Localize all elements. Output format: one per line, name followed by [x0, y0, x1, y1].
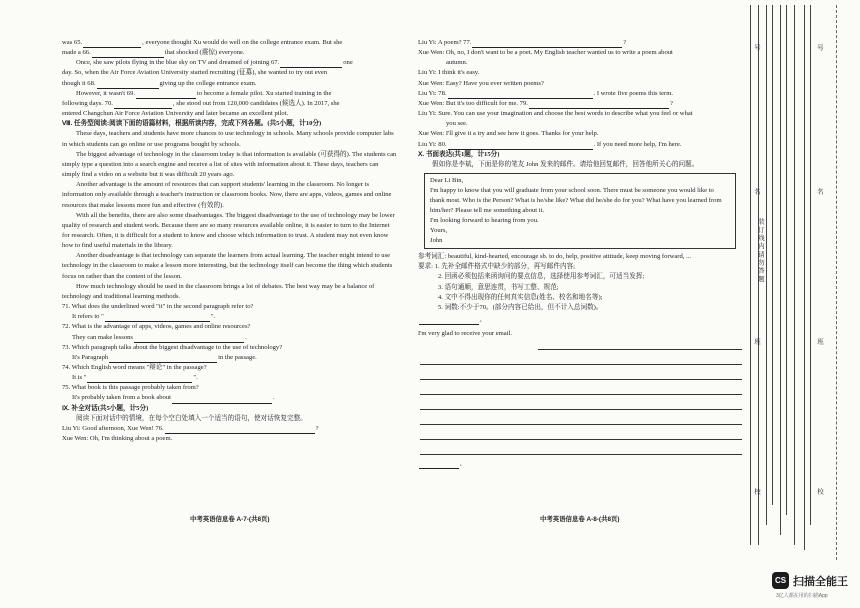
- closing-blank[interactable]: [419, 461, 459, 469]
- label-class: 班: [816, 338, 823, 345]
- binding-line: [750, 5, 751, 545]
- page-footer-left: 中考英语信息卷 A-7-(共8页): [190, 516, 270, 523]
- salutation-line: ,: [418, 315, 740, 325]
- dialogue-line: Liu Yi: Sure. You can use your imagination and choose the best words to describe what you feel or what: [418, 110, 693, 118]
- question-72: 72. What is the advantage of apps, videos, games and online resources?: [62, 323, 251, 331]
- writing-start: I'm very glad to receive your email.: [418, 330, 513, 338]
- binding-warning: 装 订 线 内 请 勿 答 题: [757, 218, 764, 282]
- page-footer-right: 中考英语信息卷 A-8-(共8页): [540, 516, 620, 523]
- closing-line: ,: [418, 459, 740, 469]
- answer-blank-74[interactable]: [87, 375, 192, 383]
- scanner-watermark: [772, 572, 848, 589]
- answer-blank-76[interactable]: [165, 426, 315, 434]
- label-kaohao: 号: [816, 44, 823, 51]
- section-heading-10: Ⅹ. 书面表达(共1题，计15分): [418, 150, 500, 158]
- section-heading-8: Ⅷ. 任务型阅读:阅读下面的语篇材料，根据所读内容，完成下列各题。(共5小题，计10分): [62, 120, 322, 128]
- writing-line[interactable]: [420, 425, 742, 440]
- dialogue-line: Xue Wen: Oh, I'm thinking about a poem.: [62, 435, 173, 443]
- answer-blank-75[interactable]: [172, 396, 272, 404]
- watermark-title: 扫描全能王: [793, 575, 848, 588]
- question-75: 75. What book is this passage probably taken from?: [62, 384, 199, 392]
- reading-paragraph-1: These days, teachers and students have more chances to use technology in schools. Many schools provide computer labs in which students can go online or use programs bought by schools.: [62, 130, 394, 148]
- binding-line: [786, 5, 787, 515]
- dialogue-line: Xue Wen: Easy? Have you ever written poems?: [418, 79, 544, 87]
- cut-line: [836, 5, 837, 560]
- reading-paragraph-2: The biggest advantage of technology in the classroom today is that information is available (可获得的). The students can simply type a question into a search engine and receive a list of sites with information about it. These days, teachers can simply find a video on a website but it was difficult 20 years ago.: [62, 150, 397, 179]
- camscanner-icon: CS: [772, 572, 789, 589]
- passage-line: was 65. , everyone thought Xu would do well on the college entrance exam. But she: [62, 38, 397, 48]
- email-greeting: Dear Li Bin,: [430, 177, 464, 185]
- dialogue-line: Liu Yi: Good afternoon, Xue Wen! 76. ?: [62, 424, 397, 434]
- reading-paragraph-4: With all the benefits, there are also some disadvantages. The biggest disadvantage to the use of technology may be lower quality of research and student work. Because there are so many resources available online, it is easier to turn to the Internet for research. Often, it is difficult for a student to know and choose which information to trust. A student may not even know how to find useful materials in the library.: [62, 211, 395, 250]
- writing-line[interactable]: [420, 350, 742, 365]
- dialogue-line: Liu Yi: A poem? 77. ?: [418, 38, 740, 48]
- binding-line: [804, 5, 805, 550]
- answer-blank-72[interactable]: [134, 335, 244, 343]
- salutation-blank[interactable]: [419, 317, 479, 325]
- vocab-list: 参考词汇: beautiful, kind-hearted, encourage sb. to do, help, positive attitude, keep moving forward, ...: [418, 253, 692, 261]
- answer-blank-73[interactable]: [109, 355, 217, 363]
- dialogue-line: Xue Wen: Oh, no, I don't want to be a poet. My English teacher wanted us to write a poem about: [418, 49, 673, 57]
- answer-blank-70[interactable]: [114, 101, 172, 109]
- answer-line-72: They can make lessons .: [62, 333, 397, 343]
- email-body: I'm looking forward to hearing from you.: [430, 217, 539, 225]
- writing-line[interactable]: [420, 380, 742, 395]
- answer-blank-69[interactable]: [136, 91, 196, 99]
- answer-blank-79[interactable]: [529, 101, 669, 109]
- binding-strip: [744, 0, 852, 560]
- dialogue-line-cont: autumn.: [446, 59, 468, 67]
- answer-blank-67[interactable]: [280, 60, 342, 68]
- question-73: 73. Which paragraph talks about the biggest disadvantage to the use of technology?: [62, 343, 283, 351]
- writing-line[interactable]: [538, 335, 742, 350]
- label-class: 班: [753, 338, 760, 345]
- answer-blank-77[interactable]: [472, 40, 622, 48]
- requirement: 5. 词数:不少于70。(部分内容已给出，但不计入总词数)。: [438, 303, 603, 311]
- email-signature: John: [430, 237, 443, 245]
- binding-line: [810, 5, 811, 525]
- requirement: 4. 文中不得出现你的任何真实信息(姓名、校名和地名等);: [438, 293, 603, 301]
- writing-line[interactable]: [420, 365, 742, 380]
- email-body: I'm happy to know that you will graduate from your school soon. There must be someone you would like to thank most. Who is the Person? What is he/she like? What did he/she do for you? What have you learned from him/her? Please tell me something about it.: [430, 187, 722, 215]
- answer-blank-78[interactable]: [448, 91, 593, 99]
- dialogue-line: Liu Yi: 78. . I wrote five poems this term.: [418, 89, 740, 99]
- dialogue-line: Xue Wen: But it's too difficult for me. 79. ?: [418, 99, 740, 109]
- question-71: 71. What does the underlined word "it" in the second paragraph refer to?: [62, 303, 254, 311]
- answer-line-74: It is " ".: [62, 373, 397, 383]
- writing-instruction: 假如你是李斌，下面是你的笔友 John 发来的邮件。请给他回复邮件，回答他所关心的问题。: [432, 160, 699, 168]
- passage-line: Once, she saw pilots flying in the blue sky on TV and dreamed of joining 67. one: [62, 58, 397, 68]
- dialogue-instruction: 阅读下面对话中的情境，在每个空白处填入一个适当的语句，使对话恢复完整。: [76, 414, 307, 422]
- requirement: 要求: 1. 先补全邮件格式中缺少的部分，再写邮件内容;: [418, 263, 575, 271]
- binding-line: [766, 5, 767, 525]
- answer-blank-65[interactable]: [83, 40, 141, 48]
- answer-line-75: It's probably taken from a book about .: [62, 393, 397, 403]
- writing-line[interactable]: [420, 410, 742, 425]
- answer-blank-66[interactable]: [92, 50, 164, 58]
- reading-paragraph-3: Another advantage is the amount of resources that can support students' learning in the classroom. No longer is information only available through a teacher's instruction or classroom books. Now, there are apps, videos, games and online resources that make lessons more fun and effective (有效的).: [62, 181, 392, 209]
- passage-line: entered Changchun Air Force Aviation University and later became an excellent pilot.: [62, 110, 289, 118]
- label-school: 校: [816, 488, 823, 495]
- section-heading-9: Ⅸ. 补全对话(共5小题，计5分): [62, 404, 149, 412]
- reading-paragraph-6: How much technology should be used in the classroom brings a lot of debates. The best way may be a balance of technology and traditional learning methods.: [62, 282, 375, 300]
- passage-line: following days. 70. , she stood out from 120,000 candidates (候选人). In 2017, she: [62, 99, 397, 109]
- passage-line: However, it wasn't 69. to become a female pilot. Xu started training in the: [62, 89, 397, 99]
- requirement: 3. 语句通顺，意思连贯，书写工整、规范;: [438, 283, 559, 291]
- label-kaohao: 号: [753, 44, 760, 51]
- writing-line[interactable]: [420, 395, 742, 410]
- label-name: 名: [816, 188, 823, 195]
- watermark-subtitle: 3亿人都在用的扫描App: [776, 593, 828, 599]
- answer-blank-71[interactable]: [105, 314, 210, 322]
- answer-blank-68[interactable]: [97, 81, 159, 89]
- passage-line: though it 68. giving up the college entrance exam.: [62, 79, 397, 89]
- dialogue-line: Liu Yi: I think it's easy.: [418, 69, 480, 77]
- binding-line: [794, 5, 795, 545]
- right-page: [418, 38, 740, 469]
- dialogue-line: Xue Wen: I'll give it a try and see how it goes. Thanks for your help.: [418, 130, 599, 138]
- answer-blank-80[interactable]: [448, 142, 593, 150]
- label-name: 名: [753, 188, 760, 195]
- question-74: 74. Which English word means "辩论" in the passage?: [62, 364, 207, 371]
- passage-line: made a 66. that shocked (震惊) everyone.: [62, 48, 397, 58]
- answer-line-71: It refers to " ".: [62, 312, 397, 322]
- email-closing: Yours,: [430, 227, 448, 235]
- writing-line[interactable]: [420, 440, 742, 455]
- passage-line: day. So, when the Air Force Aviation University started recruiting (征募), she wanted to try out even: [62, 69, 328, 77]
- left-page: [62, 38, 397, 444]
- dialogue-line: Liu Yi: 80. . If you need more help, I'm here.: [418, 140, 740, 150]
- answer-line-73: It's Paragraph in the passage.: [62, 353, 397, 363]
- email-box: [424, 173, 736, 249]
- dialogue-line-cont: you see.: [446, 120, 468, 128]
- label-school: 校: [753, 488, 760, 495]
- binding-line: [772, 5, 773, 505]
- reading-paragraph-5: Another disadvantage is that technology can separate the learners from actual learning. The teacher might intend to use technology in the classroom to make a lesson more interesting, but the technology itself can become the thing which students focus on rather than the content of the lesson.: [62, 252, 393, 280]
- binding-line: [780, 5, 781, 535]
- requirement: 2. 回函必须包括来函询问的要点信息，选择使用参考词汇，可适当发挥;: [438, 273, 645, 281]
